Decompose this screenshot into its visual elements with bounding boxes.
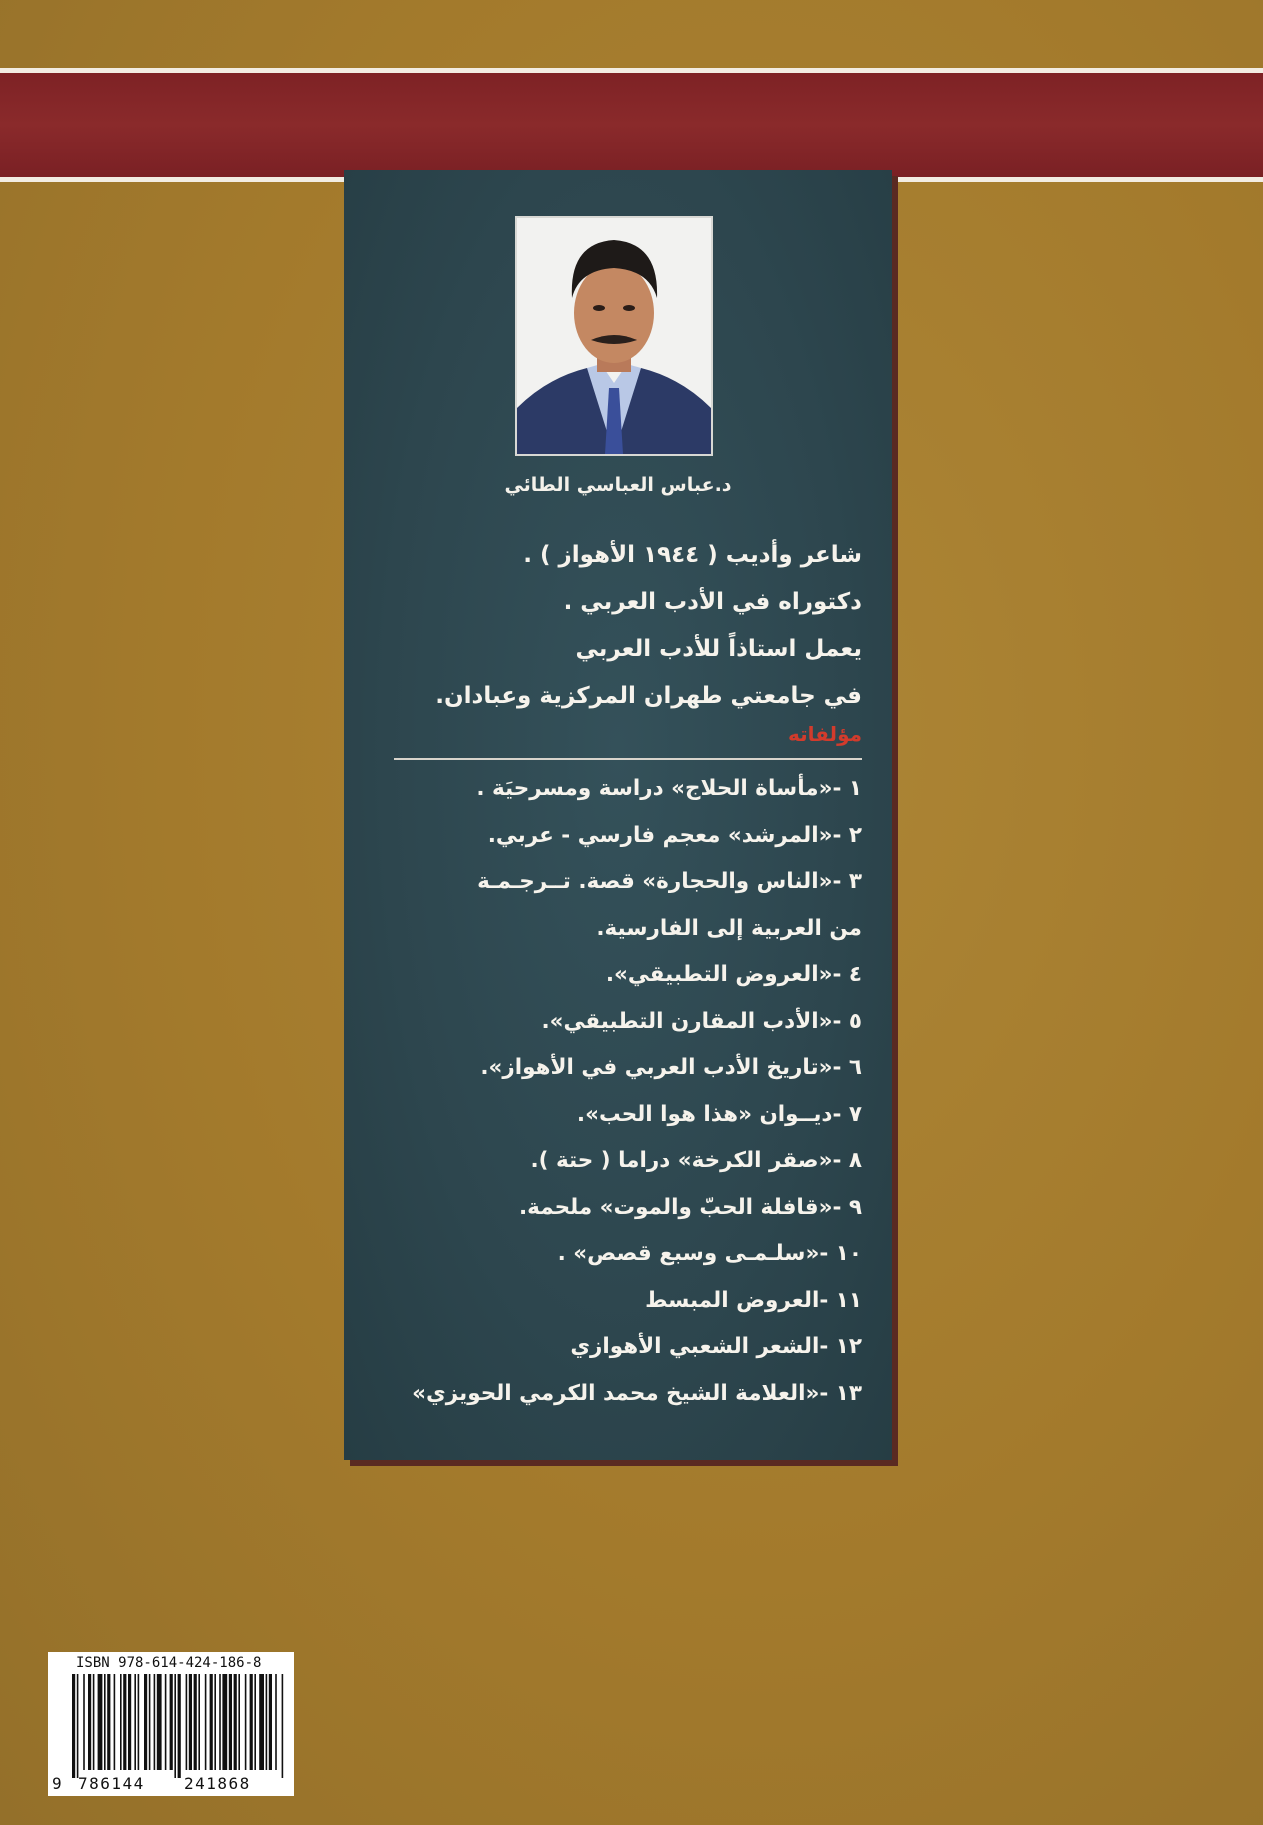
barcode-bar xyxy=(154,1674,156,1770)
barcode-bar xyxy=(107,1674,110,1770)
works-heading: مؤلفاته xyxy=(788,722,862,746)
barcode-bar xyxy=(269,1674,272,1770)
works-item: ٨ -«صقر الكرخة» دراما ( حتة ). xyxy=(530,1148,862,1173)
barcode-bar xyxy=(144,1674,147,1770)
barcode-bar xyxy=(123,1674,126,1770)
works-item: ٦ -«تاريخ الأدب العربي في الأهواز». xyxy=(480,1055,862,1080)
barcode-bar xyxy=(259,1674,264,1770)
barcode-bar xyxy=(210,1674,213,1770)
barcode-bar xyxy=(282,1674,284,1778)
bio-line: في جامعتي طهران المركزية وعبادان. xyxy=(435,683,862,709)
barcode-bar xyxy=(214,1674,216,1770)
bio-line: دكتوراه في الأدب العربي . xyxy=(563,589,862,615)
author-info-panel xyxy=(344,170,892,1460)
barcode-bar xyxy=(189,1674,192,1770)
barcode-bar xyxy=(234,1674,237,1770)
bio-line: يعمل استاذاً للأدب العربي xyxy=(575,636,862,662)
works-item: ١٢ -الشعر الشعبي الأهوازي xyxy=(570,1334,862,1359)
ean-first-digit: 9 xyxy=(52,1774,62,1793)
works-item: ٧ -ديــوان «هذا هوا الحب». xyxy=(576,1101,862,1127)
barcode-bar xyxy=(120,1674,122,1770)
barcode-bar xyxy=(170,1674,173,1770)
bio-line: شاعر وأديب ( ١٩٤٤ الأهواز ) . xyxy=(523,542,862,568)
works-item: ٥ -«الأدب المقارن التطبيقي». xyxy=(541,1008,862,1034)
works-item: ٩ -«قافلة الحبّ والموت» ملحمة. xyxy=(518,1194,862,1220)
barcode-bar xyxy=(157,1674,162,1770)
barcode-bar xyxy=(238,1674,240,1770)
barcode-bar xyxy=(245,1674,247,1770)
works-item: ٢ -«المرشد» معجم فارسي - عربي. xyxy=(487,822,862,848)
barcode-bar xyxy=(149,1674,151,1770)
barcode-bar xyxy=(98,1674,103,1770)
barcode-bar xyxy=(72,1674,75,1778)
isbn-barcode xyxy=(48,1652,294,1796)
barcode-bar xyxy=(186,1674,188,1770)
author-name: د.عباس العباسي الطائي xyxy=(504,474,732,496)
ean-left-digits: 786144 xyxy=(78,1774,145,1793)
barcode-bar xyxy=(194,1674,197,1770)
isbn-label: ISBN 978-614-424-186-8 xyxy=(76,1655,262,1671)
barcode-bar xyxy=(254,1674,256,1770)
barcode-bar xyxy=(266,1674,268,1770)
barcode-bar xyxy=(219,1674,221,1770)
barcode-bar xyxy=(205,1674,207,1770)
works-item: ٤ -«العروض التطبيقي». xyxy=(605,962,862,987)
works-item: ١٣ -«العلامة الشيخ محمد الكرمي الحويزي» xyxy=(412,1380,862,1406)
works-list xyxy=(372,766,862,1417)
author-photo xyxy=(515,216,713,456)
works-item: ١ -«مأساة الحلاج» دراسة ومسرحيَة . xyxy=(476,776,862,801)
author-bio xyxy=(372,532,862,720)
barcode-bar xyxy=(222,1674,227,1770)
works-item: ٣ -«الناس والحجارة» قصة. تــرجـمـة xyxy=(477,869,862,894)
barcode-bar xyxy=(174,1674,176,1778)
works-item: من العربية إلى الفارسية. xyxy=(596,915,862,941)
barcode-bar xyxy=(114,1674,116,1770)
barcode-bar xyxy=(165,1674,167,1770)
works-divider xyxy=(394,758,862,760)
barcode-bar xyxy=(104,1674,106,1770)
barcode-bar xyxy=(275,1674,277,1770)
works-item: ١٠ -«سلـمـى وسبع قصص» . xyxy=(557,1241,862,1266)
barcode-bar xyxy=(178,1674,181,1778)
barcode-bar xyxy=(93,1674,95,1770)
barcode-bar xyxy=(83,1674,85,1770)
works-item: ١١ -العروض المبسط xyxy=(645,1287,862,1313)
ean-right-digits: 241868 xyxy=(184,1774,251,1793)
barcode-bar xyxy=(250,1674,253,1770)
barcode-bar xyxy=(128,1674,131,1770)
barcode-bar xyxy=(138,1674,140,1770)
barcode-bar xyxy=(88,1674,91,1770)
top-red-band xyxy=(0,68,1263,182)
barcode-bar xyxy=(77,1674,79,1778)
barcode-bar xyxy=(198,1674,200,1770)
barcode-bar xyxy=(134,1674,136,1770)
barcode-bar xyxy=(229,1674,232,1770)
